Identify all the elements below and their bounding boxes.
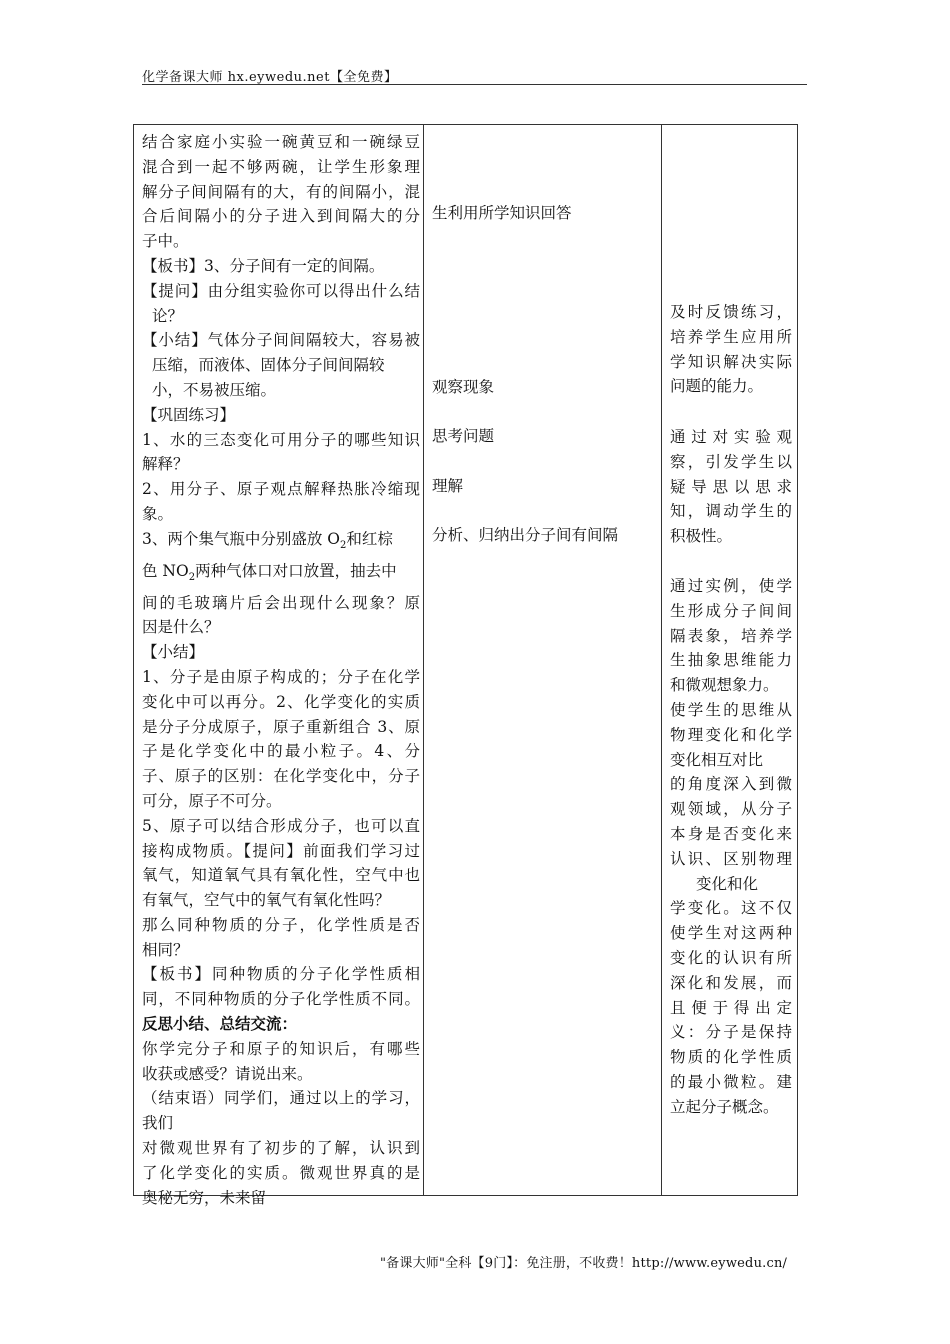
text-line: 使学生对这两种 (670, 924, 792, 943)
subscript: 2 (188, 571, 196, 583)
text-line: 通过实例，使学 (670, 577, 792, 595)
text-line: 使学生的思维从 (670, 700, 792, 719)
text-line: 我们 (142, 1114, 174, 1133)
text-line: 积极性。 (670, 527, 733, 546)
text-line: 疑导思以思求 (670, 477, 792, 496)
text-line: 变化中可以再分。2、化学变化的实质 (142, 692, 420, 711)
text-line: 【板书】同种物质的分子化学性质相 (142, 965, 420, 984)
text-line: 学变化。这不仅 (670, 899, 792, 918)
text-line: 论？ (152, 306, 184, 325)
text-line: 通过对实验观 (670, 428, 792, 446)
text-line (142, 527, 420, 559)
student-activity-item: 观察现象 (432, 378, 495, 396)
text-line: 因是什么？ (142, 618, 220, 637)
text-line: 问题的能力。 (670, 377, 764, 396)
teacher-activity-column (142, 130, 420, 1210)
text-line: 立起分子概念。 (670, 1097, 779, 1116)
text-line: 氧气，知道氧气具有氧化性，空气中也 (142, 866, 420, 885)
text-line: 【巩固练习】 (142, 405, 236, 424)
text-line: 相同？ (142, 940, 189, 959)
text-line: 接构成物质。【提问】前面我们学习过 (142, 841, 420, 860)
text-line: 解释？ (142, 455, 189, 474)
page-header: 化学备课大师 hx.eywedu.net【全免费】 (142, 70, 398, 85)
text-segment: 色 NO (142, 561, 189, 580)
text-line: 那么同种物质的分子，化学性质是否 (142, 915, 420, 934)
text-line: 结合家庭小实验一碗黄豆和一碗绿豆 (142, 133, 420, 151)
text-line: 本身是否变化来 (670, 824, 792, 843)
text-line: 义：分子是保持 (670, 1023, 792, 1042)
lesson-table (133, 124, 798, 1207)
text-line: 子中。 (142, 232, 189, 251)
text-line: 培养学生应用所 (670, 327, 792, 346)
text-line: 有氧气，空气中的氧气有氧化性吗？ (142, 891, 391, 910)
text-line: 混合到一起不够两碗，让学生形象理 (142, 157, 420, 176)
text-line: 1、水的三态变化可用分子的哪些知识 (142, 430, 420, 449)
column-divider-1 (423, 125, 424, 1195)
text-line: 及时反馈练习， (670, 303, 792, 321)
student-activity-item: 理解 (432, 477, 464, 495)
text-line: 收获或感受？请说出来。 (142, 1064, 313, 1083)
text-line: 【提问】由分组实验你可以得出什么结 (142, 281, 420, 300)
subscript: 2 (340, 539, 347, 551)
column-divider-2 (661, 125, 662, 1195)
section-heading: 反思小结、总结交流： (142, 1014, 298, 1034)
text-line: 解分子间间隔有的大，有的间隔小，混 (142, 182, 420, 201)
text-line: 可分，原子不可分。 (142, 791, 282, 810)
text-line: 变化和化 (696, 874, 759, 893)
text-segment: 两种气体口对口放置，抽去中 (195, 561, 397, 580)
text-line: 1、分子是由原子构成的；分子在化学 (142, 667, 420, 686)
text-line: 知，调动学生的 (670, 502, 792, 521)
text-line: 【小结】气体分子间间隔较大，容易被 (142, 331, 420, 350)
text-line: 你学完分子和原子的知识后，有哪些 (142, 1039, 420, 1058)
text-line: 合后间隔小的分子进入到间隔大的分 (142, 207, 420, 226)
student-activity-item: 分析、归纳出分子间有间隔 (432, 526, 619, 544)
text-line: 生抽象思维能力 (670, 651, 792, 670)
text-line: 间的毛玻璃片后会出现什么现象？原 (142, 593, 420, 612)
text-line: 了化学变化的实质。微观世界真的是 (142, 1163, 420, 1182)
text-line: 奥秘无穷，未来留 (142, 1188, 267, 1207)
text-line: 的最小微粒。建 (670, 1072, 792, 1091)
text-line: 【板书】3、分子间有一定的间隔。 (142, 256, 385, 275)
student-activity-item: 生利用所学知识回答 (432, 204, 572, 222)
text-line: 的角度深入到微 (670, 775, 792, 794)
text-line: 象。 (142, 504, 174, 523)
text-line: （结束语）同学们，通过以上的学习， (142, 1089, 420, 1108)
text-line: 察，引发学生以 (670, 452, 792, 471)
text-line: 【小结】 (142, 643, 205, 662)
header-divider (142, 84, 807, 85)
text-line: 学知识解决实际 (670, 352, 792, 371)
text-line: 小，不易被压缩。 (152, 380, 277, 399)
text-line: 认识、区别物理 (670, 849, 792, 868)
text-line: 同，不同种物质的分子化学性质不同。 (142, 990, 420, 1009)
text-line: 变化相互对比 (670, 750, 764, 769)
text-line (142, 559, 420, 591)
text-line: 子是化学变化中的最小粒子。4、分 (142, 742, 420, 761)
intent-block-feedback (670, 300, 792, 399)
text-line: 5、原子可以结合形成分子，也可以直 (142, 816, 420, 835)
page-footer: "备课大师"全科【9门】：免注册，不收费！http://www.eywedu.cn/ (380, 1256, 788, 1271)
student-activity-item: 思考问题 (432, 427, 495, 445)
text-line: 压缩，而液体、固体分子间间隔较 (152, 356, 385, 375)
text-line: 2、用分子、原子观点解释热胀冷缩现 (142, 480, 420, 499)
text-line: 物质的化学性质 (670, 1048, 792, 1067)
text-line: 变化的认识有所 (670, 948, 792, 967)
text-line: 和微观想象力。 (670, 676, 779, 695)
text-line: 隔表象，培养学 (670, 626, 792, 645)
text-segment: 3、两个集气瓶中分别盛放 O (142, 529, 340, 548)
text-line: 对微观世界有了初步的了解，认识到 (142, 1139, 420, 1158)
intent-block-examples (670, 574, 792, 1120)
text-line: 是分子分成原子，原子重新组合 3、原 (142, 717, 420, 736)
text-line: 深化和发展，而 (670, 973, 792, 992)
intent-block-observation (670, 425, 792, 549)
text-line: 观领域，从分子 (670, 800, 792, 819)
text-line: 且便于得出定 (670, 998, 792, 1017)
text-segment: 和红棕 (346, 529, 393, 548)
text-line: 生形成分子间间 (670, 601, 792, 620)
text-line: 物理变化和化学 (670, 725, 792, 744)
text-line: 子、原子的区别：在化学变化中，分子 (142, 767, 420, 786)
